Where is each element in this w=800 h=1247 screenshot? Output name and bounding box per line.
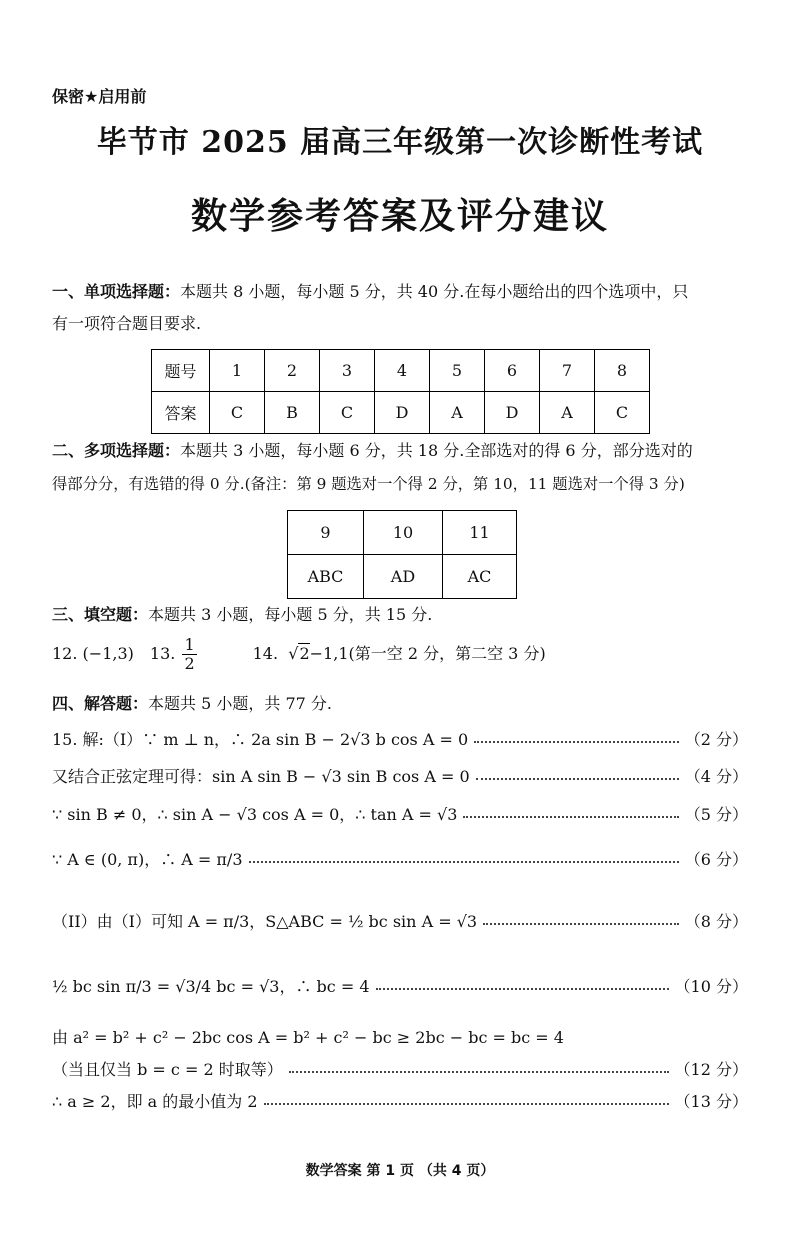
solution-line bbox=[52, 1055, 748, 1085]
a-cell: D bbox=[485, 392, 540, 434]
q12-answer: (−1,3) bbox=[82, 644, 134, 663]
section4-line bbox=[52, 689, 332, 719]
q14-label: 14. bbox=[252, 644, 279, 663]
score: （6 分） bbox=[684, 850, 748, 869]
a-cell: C bbox=[210, 392, 265, 434]
row-label-question: 题号 bbox=[152, 350, 210, 392]
solution-line bbox=[52, 1023, 748, 1053]
solution-text: 由 a² = b² + c² − 2bc cos A = b² + c² − bc ≥ 2bc − bc = bc = 4 bbox=[52, 1028, 564, 1047]
score: （13 分） bbox=[674, 1092, 748, 1111]
q-cell: 9 bbox=[288, 511, 364, 555]
solution-text: ∴ a ≥ 2，即 a 的最小值为 2 bbox=[52, 1092, 258, 1111]
a-cell: ABC bbox=[288, 555, 364, 599]
leader-dots bbox=[463, 816, 678, 818]
section1-desc-2: 有一项符合题目要求. bbox=[52, 314, 202, 333]
solution-line bbox=[52, 800, 748, 830]
q14-answer: −1,1(第一空 2 分，第二空 3 分) bbox=[309, 644, 546, 663]
solution-text: （II）由（I）可知 A = π/3，S△ABC = ½ bc sin A = √3 bbox=[52, 912, 478, 931]
a-cell: AD bbox=[364, 555, 443, 599]
section1-desc-1: 本题共 8 小题，每小题 5 分，共 40 分.在每小题给出的四个选项中，只 bbox=[180, 282, 689, 301]
q-cell: 7 bbox=[540, 350, 595, 392]
solution-text: （当且仅当 b = c = 2 时取等） bbox=[52, 1060, 283, 1079]
q-cell: 4 bbox=[375, 350, 430, 392]
solution-text: ∵ A ∈ (0, π)，∴ A = π/3 bbox=[52, 850, 243, 869]
score: （5 分） bbox=[684, 805, 748, 824]
q-cell: 1 bbox=[210, 350, 265, 392]
a-cell: B bbox=[265, 392, 320, 434]
solution-line bbox=[52, 725, 748, 755]
leader-dots bbox=[249, 861, 679, 863]
solution-line bbox=[52, 1087, 748, 1117]
frac-num: 1 bbox=[184, 634, 195, 654]
score: （12 分） bbox=[674, 1060, 748, 1079]
section3-heading: 三、填空题： bbox=[52, 605, 149, 624]
a-cell: AC bbox=[443, 555, 517, 599]
q-cell: 8 bbox=[595, 350, 650, 392]
section2-line1 bbox=[52, 436, 693, 466]
page-footer: 数学答案 第 1 页 （共 4 页） bbox=[305, 1163, 495, 1179]
q-cell: 6 bbox=[485, 350, 540, 392]
score: （2 分） bbox=[684, 730, 748, 749]
frac-den: 2 bbox=[184, 653, 195, 673]
leader-dots bbox=[264, 1103, 669, 1105]
solution-text: 15. 解:（I）∵ m ⊥ n，∴ 2a sin B − 2√3 b cos A = 0 bbox=[52, 730, 469, 749]
section4-heading: 四、解答题： bbox=[52, 694, 149, 713]
a-cell: A bbox=[540, 392, 595, 434]
sqrt-symbol: √2 bbox=[288, 644, 310, 663]
section2-desc-1: 本题共 3 小题，每小题 6 分，共 18 分.全部选对的得 6 分，部分选对的 bbox=[180, 441, 693, 460]
a-cell: A bbox=[430, 392, 485, 434]
single-choice-answer-table bbox=[151, 349, 650, 434]
score: （4 分） bbox=[684, 767, 748, 786]
section2-desc-2: 得部分分，有选错的得 0 分.(备注：第 9 题选对一个得 2 分，第 10，11 题选对一个得 3 分) bbox=[52, 475, 685, 493]
solution-text: 又结合正弦定理可得：sin A sin B − √3 sin B cos A = 0 bbox=[52, 767, 470, 786]
q12-label: 12. bbox=[52, 644, 78, 663]
a-cell: C bbox=[595, 392, 650, 434]
row-label-answer: 答案 bbox=[152, 392, 210, 434]
leader-dots bbox=[476, 778, 679, 780]
exam-title: 毕节市 2025 届高三年级第一次诊断性考试 bbox=[96, 125, 704, 160]
confidential-label: 保密★启用前 bbox=[52, 87, 147, 106]
section4-desc: 本题共 5 小题，共 77 分. bbox=[148, 694, 332, 713]
a-cell: D bbox=[375, 392, 430, 434]
document-subtitle: 数学参考答案及评分建议 bbox=[190, 195, 609, 237]
solution-text: ∵ sin B ≠ 0，∴ sin A − √3 cos A = 0，∴ tan A = √3 bbox=[52, 805, 458, 824]
q-cell: 3 bbox=[320, 350, 375, 392]
section1-heading: 一、单项选择题： bbox=[52, 282, 181, 301]
q-cell: 2 bbox=[265, 350, 320, 392]
score: （10 分） bbox=[674, 977, 748, 996]
multi-choice-answer-table bbox=[287, 510, 517, 599]
a-cell: C bbox=[320, 392, 375, 434]
solution-line bbox=[52, 762, 748, 792]
score: （8 分） bbox=[684, 912, 748, 931]
q13-answer bbox=[182, 636, 196, 673]
section1-line1 bbox=[52, 277, 688, 307]
solution-line bbox=[52, 972, 748, 1002]
fill-in-answers bbox=[52, 634, 546, 674]
leader-dots bbox=[376, 988, 669, 990]
section2-heading: 二、多项选择题： bbox=[52, 441, 181, 460]
leader-dots bbox=[474, 741, 679, 743]
q13-label: 13. bbox=[149, 644, 176, 663]
q-cell: 5 bbox=[430, 350, 485, 392]
section3-desc: 本题共 3 小题，每小题 5 分，共 15 分. bbox=[148, 605, 433, 624]
section3-line bbox=[52, 600, 432, 630]
solution-text: ½ bc sin π/3 = √3/4 bc = √3，∴ bc = 4 bbox=[52, 977, 370, 996]
q-cell: 11 bbox=[443, 511, 517, 555]
solution-line bbox=[52, 907, 748, 937]
solution-line bbox=[52, 845, 748, 875]
leader-dots bbox=[289, 1071, 669, 1073]
leader-dots bbox=[483, 923, 679, 925]
q-cell: 10 bbox=[364, 511, 443, 555]
